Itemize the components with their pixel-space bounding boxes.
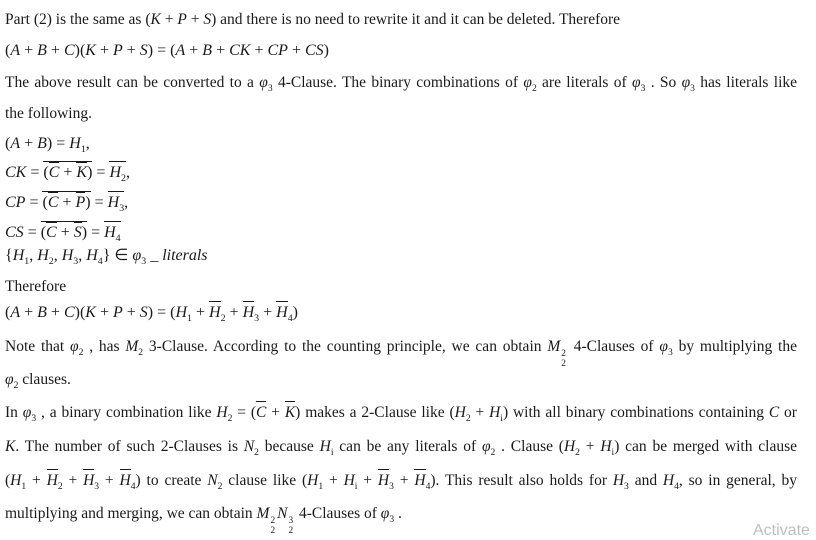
equation-result: $(A + B + C)(K + P + S) = (H_1 + H_2 + H_3 + H_4)$ xyxy=(5,303,797,323)
para-merge-line-1: In $\varphi_3$ , a binary combination like $H_2 = (C + K)$ makes a 2-Clause like $(H_2 + H_i)$ with all binary combinations containing C or xyxy=(5,403,797,423)
para-intro-line-1: Part (2) is the same as (K + P + S) and there is no need to rewrite it and it can be deleted. Therefore xyxy=(5,11,621,28)
para-merge-line-3: $(H_1 + H_2 + H_3 + H_4)$ to create $N_2$ clause like $(H_1 + H_i + H_3 + H_4)$. This result also holds for $H_3$ and $H_4$, so in general, by xyxy=(5,471,797,491)
para-therefore: Therefore xyxy=(5,278,67,295)
equation-h1: $(A + B) = H_1$, xyxy=(5,135,90,155)
equation-ck: CK = $(C + K) = H_2$, xyxy=(5,163,797,183)
para-merge-line-2: K. The number of such 2-Clauses is $N_2$ because $H_i$ can be any literals of $\varphi_2$ . Clause $(H_2 + H_i)$ can be merged with clause xyxy=(5,438,797,458)
para-convert-line-1: The above result can be converted to a $\varphi_3$ 4-Clause. The binary combinations of $\varphi_2$ are literals of $\varphi_3$ . So $\varphi_3$ has literals like xyxy=(5,74,797,94)
para-note-line-1: Note that $\varphi_2$ , has $M_2$ 3-Clause. According to the counting principle, we can obtain M 2 2 4-Clauses of $\varphi_3$ by multiplying the xyxy=(5,338,797,369)
equation-cp: CP = $(C + P) = H_3$, xyxy=(5,193,797,213)
equation-cs: CS = $(C + S) = H_4$ xyxy=(5,223,797,243)
equation-expansion: (A + B + C)(K + P + S) = (A + B + CK + CP + CS) xyxy=(5,42,329,59)
para-merge-line-4: multiplying and merging, we can obtain M 2 2 N 3 2 4-Clauses of $\varphi_3$ . xyxy=(5,505,402,536)
para-note-line-2: $\varphi_2$ clauses. xyxy=(5,371,71,391)
para-convert-line-2: the following. xyxy=(5,105,92,122)
equation-literals-set: {$H_1$, $H_2$, $H_3$, $H_4$} ∈ $\varphi_3$ _ literals xyxy=(5,247,208,267)
activate-windows-watermark: Activate xyxy=(753,522,810,539)
